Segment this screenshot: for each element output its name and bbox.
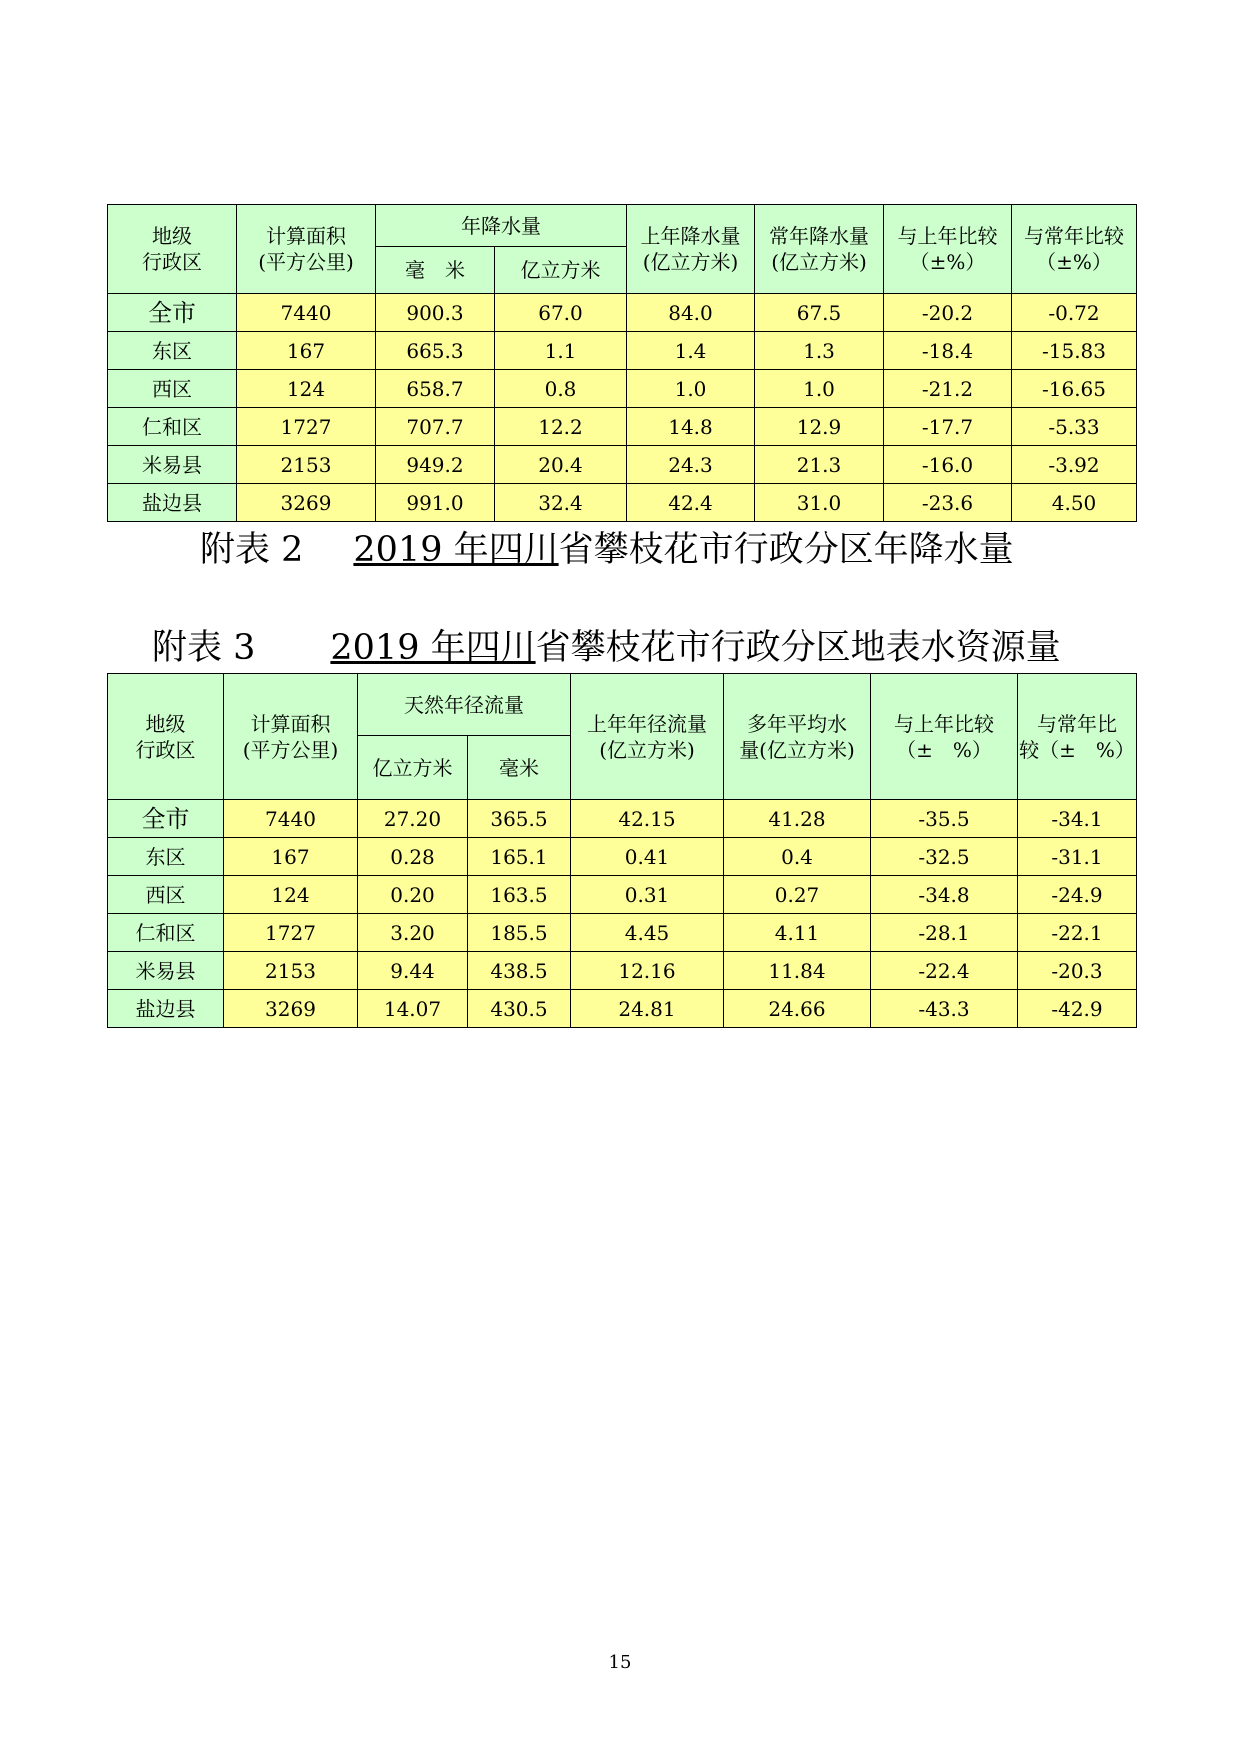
mm-cell: 165.1 [468,838,571,876]
yi-cell: 0.20 [358,876,468,914]
header-mm: 毫米 [468,736,571,800]
area-cell: 3269 [224,990,358,1028]
cmp_last-cell: -21.2 [884,370,1012,408]
last-cell: 12.16 [571,952,724,990]
cmp_normal-cell: -0.72 [1012,294,1137,332]
cmp_normal-cell: -15.83 [1012,332,1137,370]
header-runoff: 天然年径流量 [358,674,571,736]
area-cell: 124 [237,370,376,408]
avg-cell: 24.66 [724,990,871,1028]
page-number: 15 [608,1652,632,1673]
mm-cell: 900.3 [376,294,495,332]
region-cell: 全市 [108,294,237,332]
region-cell: 东区 [108,838,224,876]
table-row [108,484,1137,522]
table-row [108,990,1137,1028]
header-compare-last: 与上年比较 （± %） [871,674,1018,800]
region-cell: 仁和区 [108,914,224,952]
region-cell: 盐边县 [108,990,224,1028]
cmp_last-cell: -17.7 [884,408,1012,446]
last-cell: 24.81 [571,990,724,1028]
header-yi: 亿立方米 [358,736,468,800]
cmp_last-cell: -23.6 [884,484,1012,522]
last-cell: 1.0 [627,370,755,408]
table-row [108,408,1137,446]
header-region: 地级 行政区 [108,205,237,294]
header-precipitation: 年降水量 [376,205,627,247]
area-cell: 1727 [224,914,358,952]
caption-underlined: 2019 年四川 [330,628,536,668]
last-cell: 84.0 [627,294,755,332]
cmp_normal-cell: -5.33 [1012,408,1137,446]
table-row [108,800,1137,838]
cmp_last-cell: -16.0 [884,446,1012,484]
normal-cell: 1.3 [755,332,884,370]
avg-cell: 41.28 [724,800,871,838]
header-area: 计算面积 (平方公里) [224,674,358,800]
table-row [108,446,1137,484]
header-last-year: 上年年径流量 (亿立方米) [571,674,724,800]
cmp_last-cell: -34.8 [871,876,1018,914]
cmp_normal-cell: -20.3 [1018,952,1137,990]
mm-cell: 438.5 [468,952,571,990]
cmp_last-cell: -22.4 [871,952,1018,990]
yi-cell: 67.0 [495,294,627,332]
table-row [108,294,1137,332]
cmp_last-cell: -32.5 [871,838,1018,876]
table-row [108,370,1137,408]
table-row [108,952,1137,990]
area-cell: 167 [224,838,358,876]
normal-cell: 21.3 [755,446,884,484]
area-cell: 1727 [237,408,376,446]
region-cell: 全市 [108,800,224,838]
region-cell: 西区 [108,876,224,914]
table2-caption [200,530,1014,570]
region-cell: 米易县 [108,952,224,990]
mm-cell: 658.7 [376,370,495,408]
yi-cell: 20.4 [495,446,627,484]
area-cell: 124 [224,876,358,914]
cmp_normal-cell: -16.65 [1012,370,1137,408]
area-cell: 2153 [224,952,358,990]
avg-cell: 0.4 [724,838,871,876]
mm-cell: 163.5 [468,876,571,914]
table-row [108,914,1137,952]
cmp_last-cell: -35.5 [871,800,1018,838]
cmp_normal-cell: -31.1 [1018,838,1137,876]
normal-cell: 31.0 [755,484,884,522]
surface-water-table [107,673,1137,1028]
last-cell: 0.31 [571,876,724,914]
region-cell: 西区 [108,370,237,408]
yi-cell: 14.07 [358,990,468,1028]
header-average: 多年平均水 量(亿立方米) [724,674,871,800]
header-compare-last: 与上年比较 （±%） [884,205,1012,294]
last-cell: 4.45 [571,914,724,952]
area-cell: 167 [237,332,376,370]
area-cell: 3269 [237,484,376,522]
last-cell: 0.41 [571,838,724,876]
header-mm: 毫 米 [376,247,495,294]
cmp_normal-cell: -34.1 [1018,800,1137,838]
avg-cell: 0.27 [724,876,871,914]
caption-prefix: 附表 3 [152,628,256,668]
yi-cell: 0.28 [358,838,468,876]
region-cell: 盐边县 [108,484,237,522]
header-compare-normal: 与常年比 较（± %） [1018,674,1137,800]
caption-underlined: 2019 年四川 [353,530,559,570]
cmp_normal-cell: 4.50 [1012,484,1137,522]
cmp_last-cell: -18.4 [884,332,1012,370]
last-cell: 42.4 [627,484,755,522]
normal-cell: 12.9 [755,408,884,446]
normal-cell: 1.0 [755,370,884,408]
mm-cell: 365.5 [468,800,571,838]
table-row [108,838,1137,876]
cmp_last-cell: -43.3 [871,990,1018,1028]
table-row [108,876,1137,914]
cmp_normal-cell: -42.9 [1018,990,1137,1028]
precipitation-table [107,204,1137,522]
yi-cell: 0.8 [495,370,627,408]
yi-cell: 9.44 [358,952,468,990]
cmp_normal-cell: -3.92 [1012,446,1137,484]
mm-cell: 185.5 [468,914,571,952]
mm-cell: 707.7 [376,408,495,446]
area-cell: 7440 [237,294,376,332]
avg-cell: 4.11 [724,914,871,952]
yi-cell: 12.2 [495,408,627,446]
cmp_normal-cell: -22.1 [1018,914,1137,952]
yi-cell: 3.20 [358,914,468,952]
header-last-year: 上年降水量 (亿立方米) [627,205,755,294]
mm-cell: 430.5 [468,990,571,1028]
cmp_last-cell: -20.2 [884,294,1012,332]
last-cell: 42.15 [571,800,724,838]
caption-rest: 省攀枝花市行政分区年降水量 [558,530,1014,570]
header-region: 地级 行政区 [108,674,224,800]
mm-cell: 665.3 [376,332,495,370]
caption-rest: 省攀枝花市行政分区地表水资源量 [535,628,1061,668]
yi-cell: 1.1 [495,332,627,370]
last-cell: 24.3 [627,446,755,484]
cmp_last-cell: -28.1 [871,914,1018,952]
area-cell: 2153 [237,446,376,484]
cmp_normal-cell: -24.9 [1018,876,1137,914]
region-cell: 东区 [108,332,237,370]
region-cell: 仁和区 [108,408,237,446]
area-cell: 7440 [224,800,358,838]
mm-cell: 949.2 [376,446,495,484]
normal-cell: 67.5 [755,294,884,332]
header-compare-normal: 与常年比较 （±%） [1012,205,1137,294]
region-cell: 米易县 [108,446,237,484]
caption-prefix: 附表 2 [200,530,304,570]
table-row [108,332,1137,370]
yi-cell: 32.4 [495,484,627,522]
last-cell: 14.8 [627,408,755,446]
header-yi: 亿立方米 [495,247,627,294]
yi-cell: 27.20 [358,800,468,838]
mm-cell: 991.0 [376,484,495,522]
last-cell: 1.4 [627,332,755,370]
table3-caption [152,628,1061,668]
header-normal: 常年降水量 (亿立方米) [755,205,884,294]
header-area: 计算面积 (平方公里) [237,205,376,294]
avg-cell: 11.84 [724,952,871,990]
